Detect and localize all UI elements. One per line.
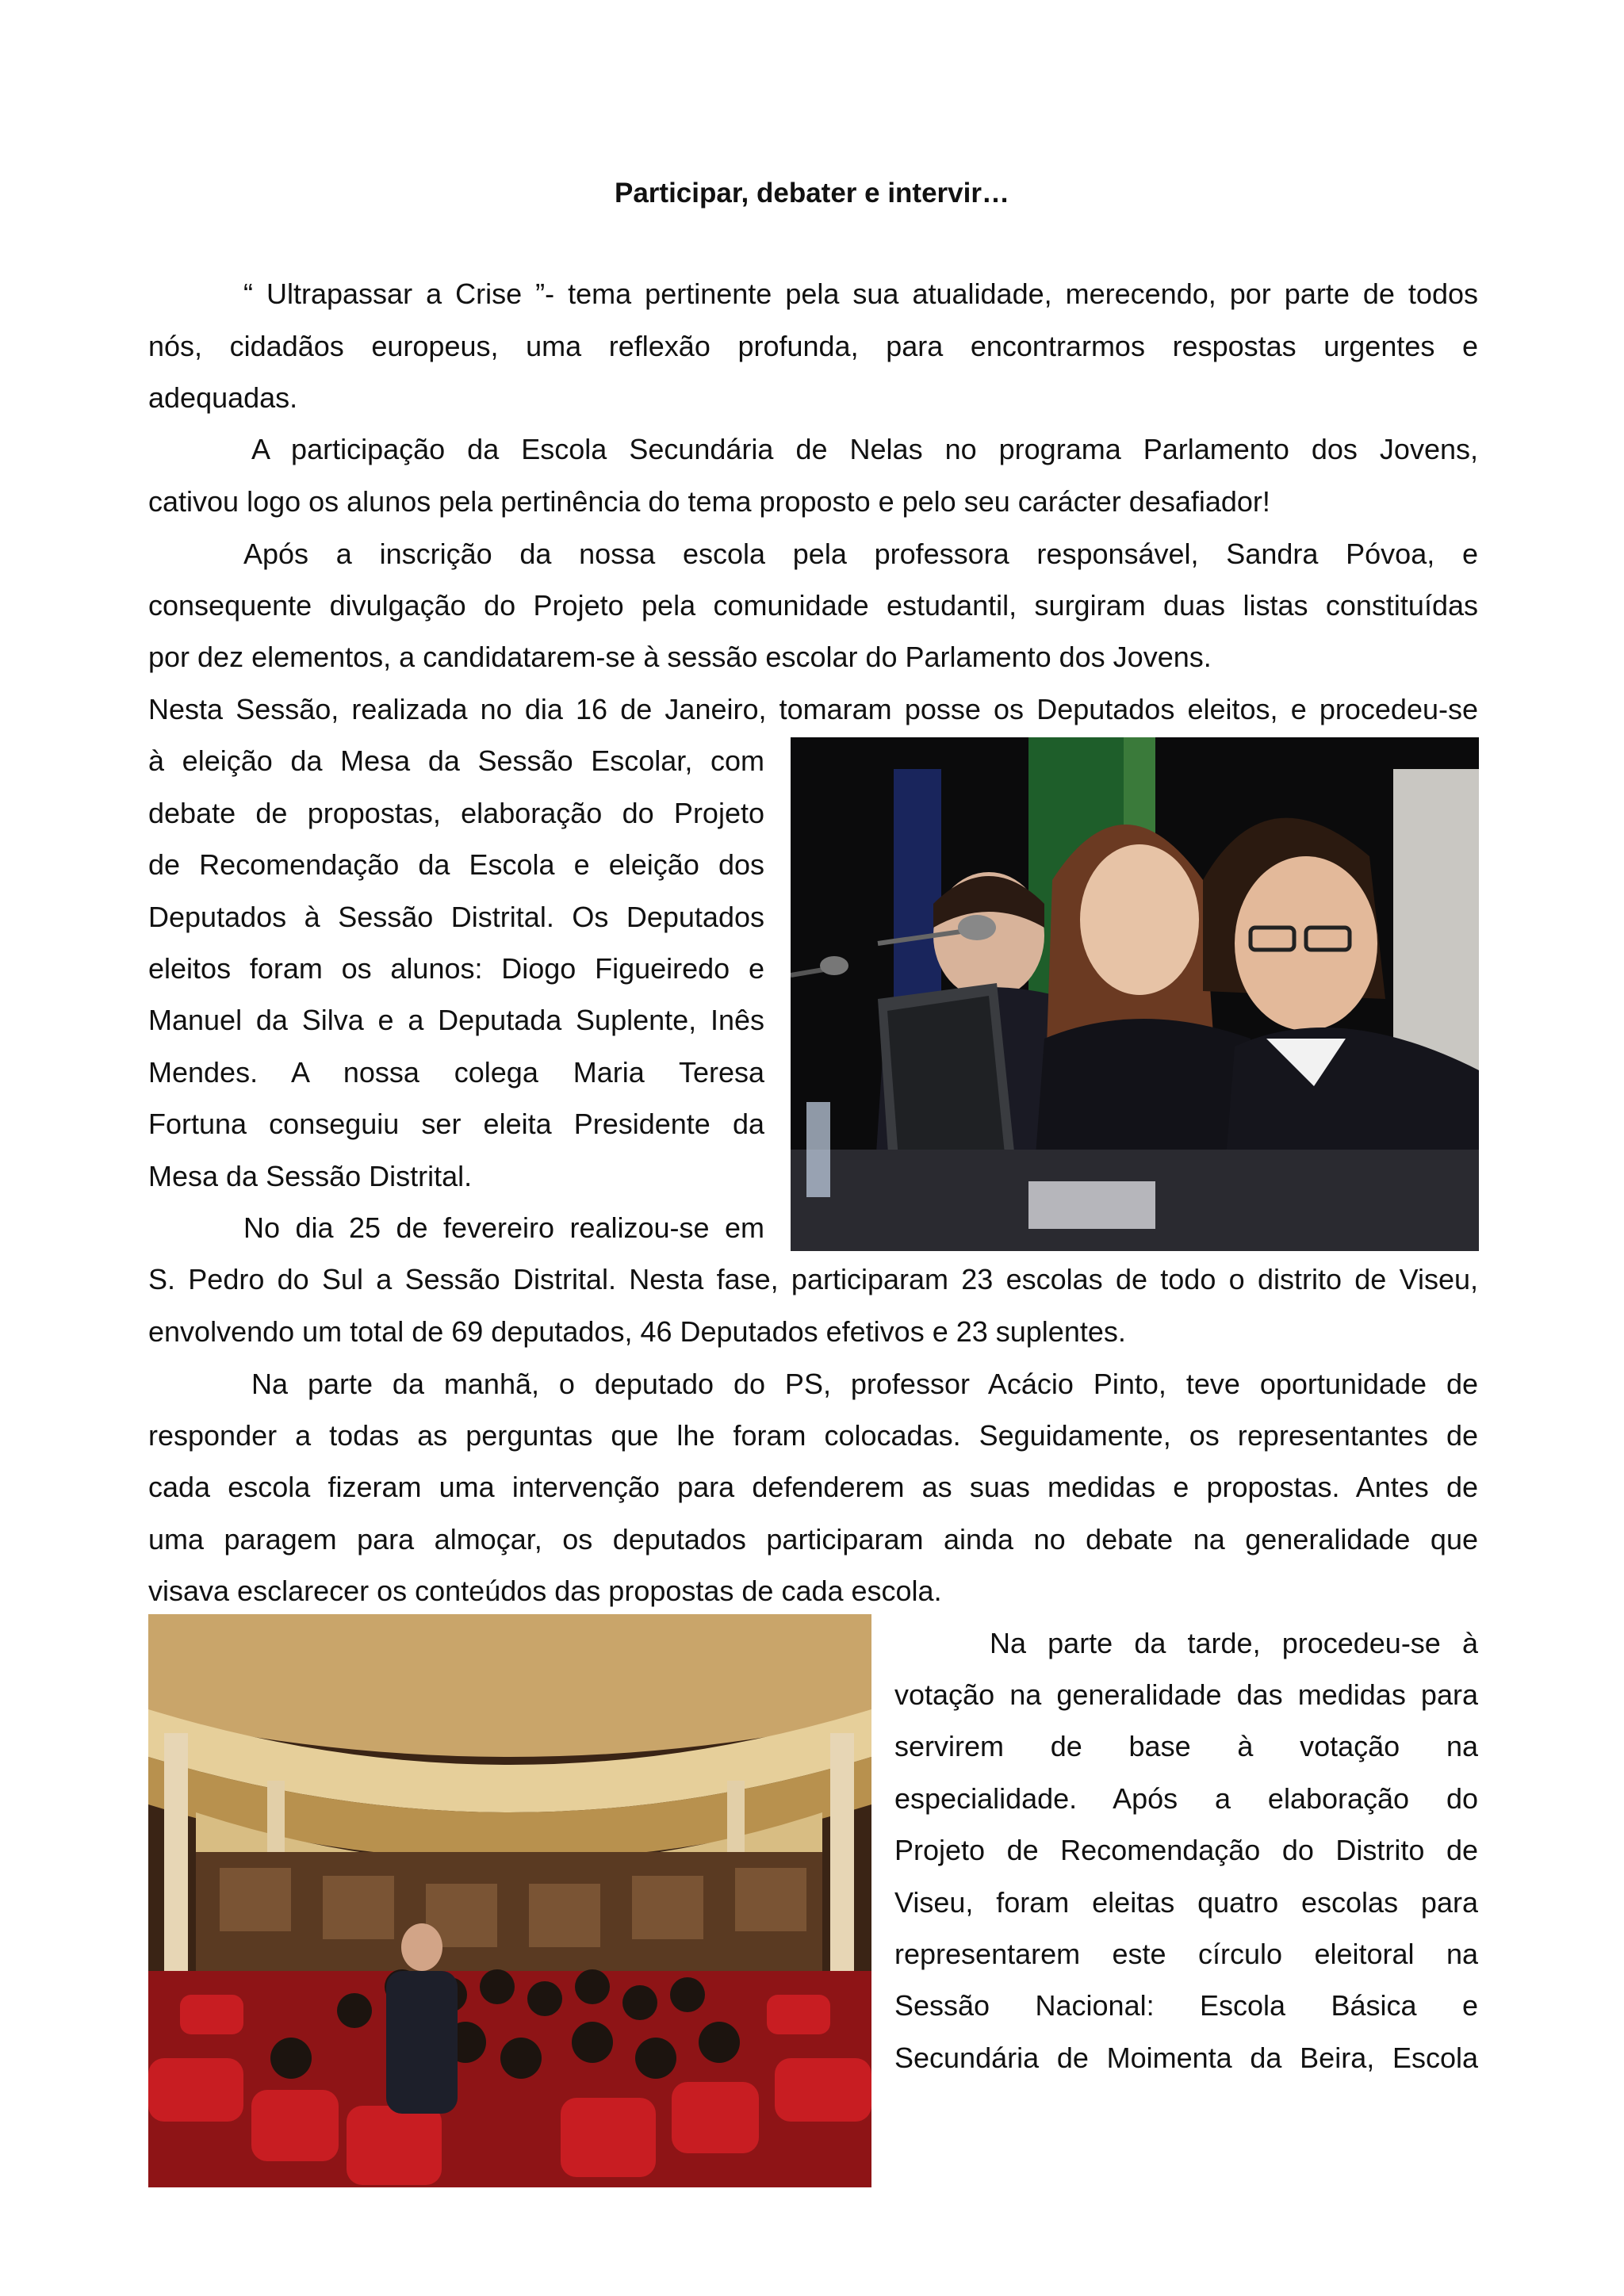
text-line: No dia 25 de fevereiro realizou-se em xyxy=(243,1211,764,1244)
text-line: Mesa da Sessão Distrital. xyxy=(148,1160,473,1192)
text-line: votação na generalidade das medidas para xyxy=(894,1678,1478,1711)
text-line: Na parte da manhã, o deputado do PS, professor Acácio Pinto, teve oportunidade de xyxy=(251,1368,1478,1400)
text-line: Após a inscrição da nossa escola pela professora responsável, Sandra Póvoa, e xyxy=(243,538,1478,570)
text-line: “ Ultrapassar a Crise ”- tema pertinente pela sua atualidade, merecendo, por parte de todos xyxy=(243,277,1478,310)
text-line: visava esclarecer os conteúdos das propostas de cada escola. xyxy=(148,1575,942,1607)
text-line: uma paragem para almoçar, os deputados participaram ainda no debate na generalidade que xyxy=(148,1523,1478,1556)
text-line: cada escola fizeram uma intervenção para defenderem as suas medidas e propostas. Antes de xyxy=(148,1471,1478,1503)
text-line: Viseu, foram eleitas quatro escolas para xyxy=(894,1886,1478,1919)
text-line: Projeto de Recomendação do Distrito de xyxy=(894,1834,1478,1866)
theatre-session-photo xyxy=(148,1614,871,2187)
text-line: debate de propostas, elaboração do Projeto xyxy=(148,797,764,829)
text-line: representarem este círculo eleitoral na xyxy=(894,1938,1478,1970)
text-line: Mendes. A nossa colega Maria Teresa xyxy=(148,1056,764,1089)
text-line: Fortuna conseguiu ser eleita Presidente da xyxy=(148,1108,764,1140)
text-line: consequente divulgação do Projeto pela comunidade estudantil, surgiram duas listas constituídas xyxy=(148,589,1478,622)
text-line: adequadas. xyxy=(148,381,298,414)
text-line: envolvendo um total de 69 deputados, 46 Deputados efetivos e 23 suplentes. xyxy=(148,1315,1126,1348)
text-line: cativou logo os alunos pela pertinência do tema proposto e pelo seu carácter desafiador! xyxy=(148,485,1270,518)
text-line: Sessão Nacional: Escola Básica e xyxy=(894,1989,1478,2022)
debate-students-photo xyxy=(791,737,1479,1251)
text-line: eleitos foram os alunos: Diogo Figueiredo e xyxy=(148,952,764,985)
text-line: A participação da Escola Secundária de Nelas no programa Parlamento dos Jovens, xyxy=(251,433,1478,465)
text-line: à eleição da Mesa da Sessão Escolar, com xyxy=(148,744,764,777)
text-line: por dez elementos, a candidatarem-se à sessão escolar do Parlamento dos Jovens. xyxy=(148,641,1212,673)
text-line: de Recomendação da Escola e eleição dos xyxy=(148,848,764,881)
text-line: Nesta Sessão, realizada no dia 16 de Janeiro, tomaram posse os Deputados eleitos, e procedeu-se xyxy=(148,693,1478,725)
text-line: responder a todas as perguntas que lhe foram colocadas. Seguidamente, os representantes de xyxy=(148,1419,1478,1452)
text-line: Secundária de Moimenta da Beira, Escola xyxy=(894,2042,1478,2074)
text-line: Manuel da Silva e a Deputada Suplente, Inês xyxy=(148,1004,764,1036)
text-line: Na parte da tarde, procedeu-se à xyxy=(990,1627,1478,1659)
text-line: servirem de base à votação na xyxy=(894,1730,1478,1762)
article-title: Participar, debater e intervir… xyxy=(615,178,1009,209)
text-line: especialidade. Após a elaboração do xyxy=(894,1782,1478,1815)
text-line: Deputados à Sessão Distrital. Os Deputados xyxy=(148,901,764,933)
text-line: S. Pedro do Sul a Sessão Distrital. Nesta fase, participaram 23 escolas de todo o distrito de Viseu, xyxy=(148,1263,1478,1295)
text-line: nós, cidadãos europeus, uma reflexão profunda, para encontrarmos respostas urgentes e xyxy=(148,330,1478,362)
